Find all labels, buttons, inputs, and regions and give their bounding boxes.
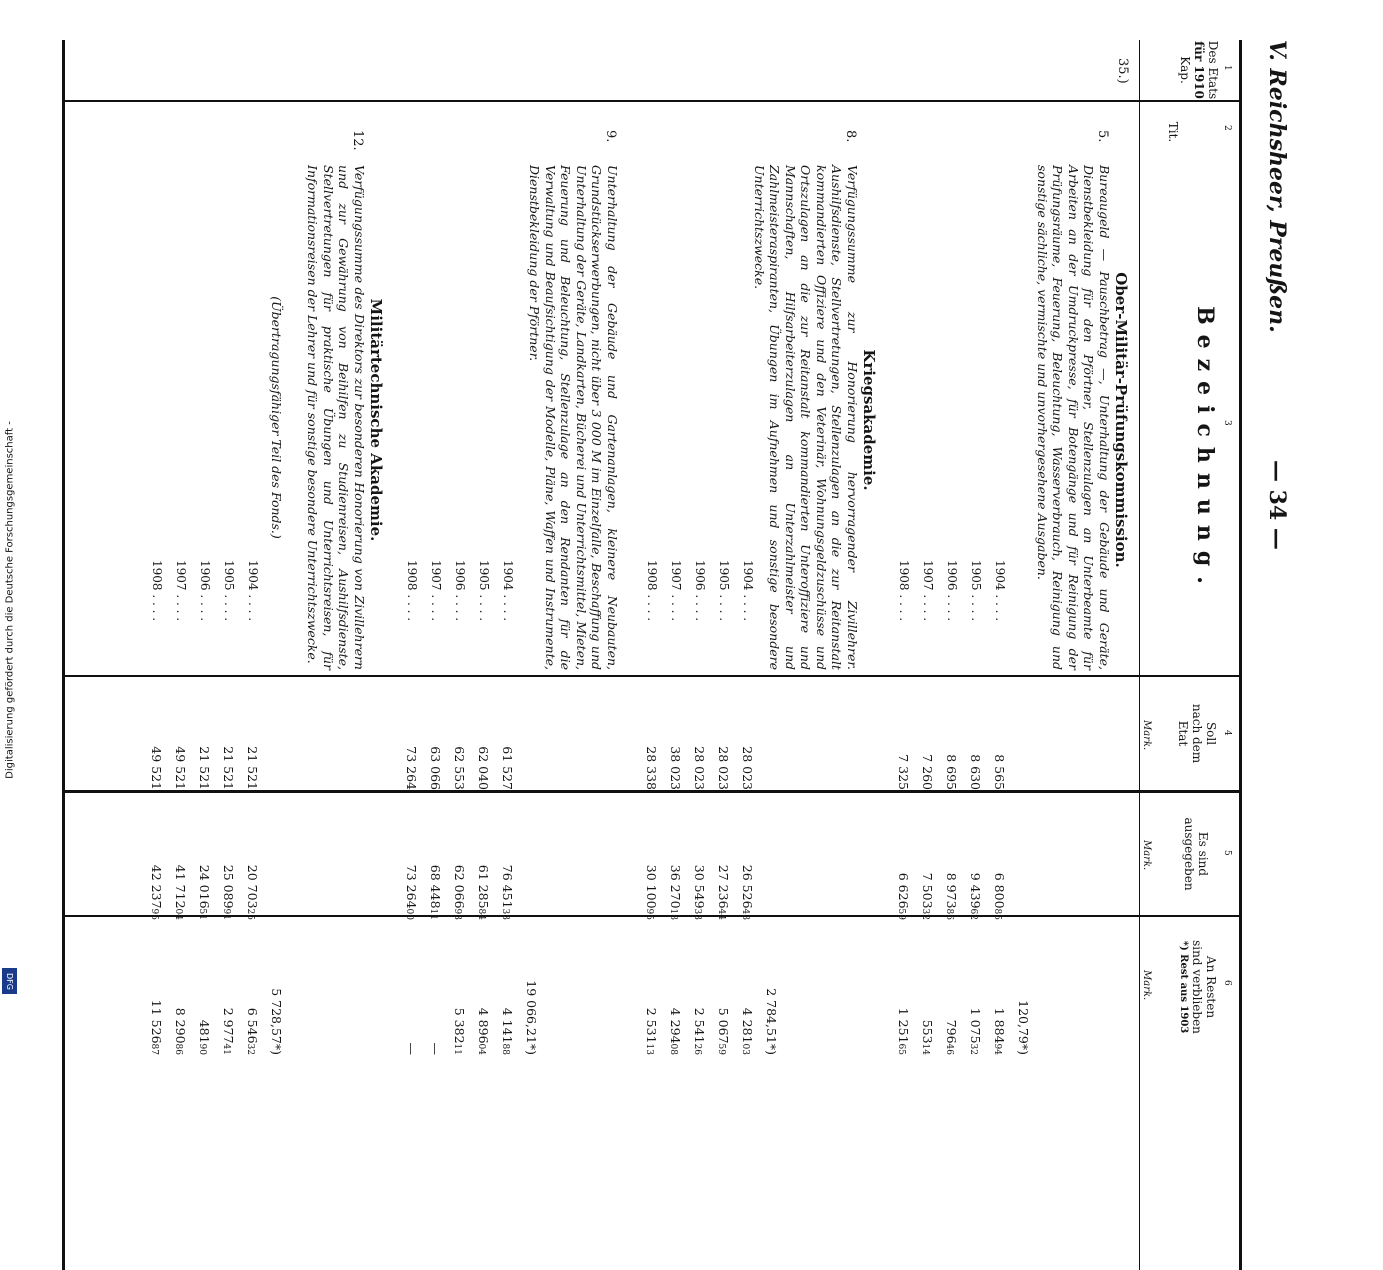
- col6-header: An Resten sind verblieben *) Rest aus 1903: [1178, 940, 1218, 1034]
- soll-value: 7 260: [920, 754, 935, 790]
- tit-number: 5.: [1095, 130, 1110, 143]
- section-title: Militärtechnische Akademie.: [367, 298, 385, 542]
- ausgegeben-value: 30 54933: [692, 864, 707, 920]
- reste-value: 4 89604: [476, 1007, 491, 1055]
- soll-value: 63 066: [428, 746, 443, 790]
- ausgegeben-value: 62 06693: [452, 864, 467, 920]
- unit-label: Mark.: [1141, 970, 1152, 1001]
- year-label: 1907 . . . .: [921, 560, 935, 622]
- ausgegeben-value: 8 97386: [944, 872, 959, 920]
- soll-value: 28 023: [740, 746, 755, 790]
- reste-value: 4 14188: [500, 1007, 515, 1055]
- col3-header: Bezeichnung.: [1192, 306, 1218, 594]
- year-label: 1904 . . . .: [501, 560, 515, 622]
- section-description: Unterhaltung der Gebäude und Gartenanlagen, kleinere Neubauten, Grundstückserwerbungen, nicht über 3 000 M im Einzelfalle, Beschaffung und Unterhaltung der Geräte, Landkarten, Bücherei und Unterrichtsmittel, Mieten, Feuerung und Beleuchtung, Stellenzulage an den Rendanten für die Verwaltung und Beaufsichtigung der Modelle, Pläne, Waffen und Instrumente, Dienstbekleidung der Pförtner.: [527, 165, 620, 670]
- header-bottom-rule: [1139, 40, 1140, 1270]
- section-title: Kriegsakademie.: [860, 349, 878, 491]
- ausgegeben-value: 26 52648: [740, 864, 755, 920]
- ausgegeben-value: 42 23795: [149, 864, 164, 920]
- year-label: 1905 . . . .: [477, 560, 491, 622]
- year-label: 1906 . . . .: [453, 560, 467, 622]
- year-label: 1907 . . . .: [174, 560, 188, 622]
- soll-value: 28 023: [716, 746, 731, 790]
- year-label: 1905 . . . .: [969, 560, 983, 622]
- soll-value: 61 527: [500, 746, 515, 790]
- soll-value: 7 325: [896, 754, 911, 790]
- reste-value: 79646: [944, 1019, 959, 1055]
- soll-value: 8 695: [944, 754, 959, 790]
- ausgegeben-value: 20 70325: [245, 864, 260, 920]
- col2-header: Tit.: [1166, 121, 1180, 143]
- ausgegeben-value: 24 01651: [197, 864, 212, 920]
- page-title: V. Reichsheer, Preußen.: [1264, 40, 1290, 333]
- soll-value: 8 565: [992, 754, 1007, 790]
- reste-value: —: [428, 1042, 443, 1055]
- dfg-logo: DFG: [2, 968, 17, 994]
- rest-1903-value: 120,79*): [1016, 1000, 1031, 1055]
- tit-number: 9.: [603, 130, 618, 143]
- soll-value: 49 521: [173, 746, 188, 790]
- soll-value: 28 023: [692, 746, 707, 790]
- top-rule: [1239, 40, 1242, 1270]
- ausgegeben-value: 76 45133: [500, 864, 515, 920]
- col-number: 4: [1222, 730, 1232, 736]
- section-note: (Übertragungsfähiger Teil des Fonds.): [269, 296, 284, 539]
- ausgegeben-value: 9 43962: [968, 872, 983, 920]
- reste-value: 5 06759: [716, 1007, 731, 1055]
- reste-value: 1 25165: [896, 1007, 911, 1055]
- tit-number: 12.: [350, 130, 365, 151]
- year-label: 1905 . . . .: [222, 560, 236, 622]
- year-label: 1904 . . . .: [993, 560, 1007, 622]
- year-label: 1904 . . . .: [741, 560, 755, 622]
- unit-label: Mark.: [1141, 840, 1152, 871]
- col4-header: Soll nach dem Etat: [1176, 703, 1218, 764]
- reste-value: 2 97741: [221, 1007, 236, 1055]
- soll-value: 21 521: [221, 746, 236, 790]
- year-label: 1904 . . . .: [246, 560, 260, 622]
- section-title: Ober-Militär-Prüfungskommission.: [1112, 272, 1130, 568]
- reste-value: 1 88494: [992, 1007, 1007, 1055]
- col-number: 5: [1222, 850, 1232, 856]
- col-number: 6: [1222, 980, 1232, 986]
- year-label: 1908 . . . .: [645, 560, 659, 622]
- scanned-page: [60, 40, 1290, 1055]
- ausgegeben-value: 6 62659: [896, 872, 911, 920]
- sidebar: [0, 0, 20, 1000]
- soll-value: 21 521: [245, 746, 260, 790]
- col-divider-3: [62, 675, 1242, 677]
- reste-value: 8 29086: [173, 1007, 188, 1055]
- col-number: 2: [1222, 125, 1232, 131]
- reste-value: 55314: [920, 1019, 935, 1055]
- ausgegeben-value: 25 08991: [221, 864, 236, 920]
- soll-value: 62 040: [476, 746, 491, 790]
- ausgegeben-value: 6 80085: [992, 872, 1007, 920]
- ausgegeben-value: 61 28584: [476, 864, 491, 920]
- section-description: Verfügungssumme zur Honorierung hervorragender Zivillehrer. Aushilfsdienste, Stellvertretungen, Stellenzulagen an die zur Reitanstalt kommandierten Offiziere und den Veterinär, Wohnungsgeldzuschüsse und Ortszulagen an die zur Reitanstalt kommandierten Unteroffiziere und Mannschaften, Hilfsarbeiterzulagen an Unterzahlmeister und Zahlmeisteraspiranten, Übungen im Aufnehmen und sonstige besondere Unterrichtszwecke.: [752, 165, 860, 670]
- ausgegeben-value: 73 26400: [404, 864, 419, 920]
- col5-header: Es sind ausgegeben: [1182, 817, 1210, 891]
- page-number: — 34 —: [1264, 460, 1290, 550]
- soll-value: 28 338: [644, 746, 659, 790]
- reste-value: —: [404, 1042, 419, 1055]
- year-label: 1908 . . . .: [150, 560, 164, 622]
- year-label: 1906 . . . .: [198, 560, 212, 622]
- ausgegeben-value: 68 44811: [428, 864, 443, 920]
- unit-label: Mark.: [1141, 720, 1152, 751]
- digitization-note: Digitalisierung gefördert durch die Deutsche Forschungsgemeinschaft -: [4, 421, 16, 779]
- rest-1903-value: 2 784,51*): [764, 988, 779, 1055]
- year-label: 1908 . . . .: [897, 560, 911, 622]
- bottom-rule: [62, 40, 65, 1270]
- reste-value: 48190: [197, 1019, 212, 1055]
- soll-value: 21 521: [197, 746, 212, 790]
- col-divider-4: [62, 790, 1242, 793]
- year-label: 1907 . . . .: [669, 560, 683, 622]
- section-description: Verfügungssumme des Direktors zur besonderen Honorierung von Zivillehrern und zur Gewährung von Beihilfen zu Studienreisen, Aushilfsdienste, Stellvertretungen für praktische Übungen und Unterrichtsreisen, für Informationsreisen der Lehrer und für sonstige besondere Unterrichtszwecke.: [305, 165, 367, 670]
- col-number: 3: [1222, 420, 1232, 426]
- year-label: 1906 . . . .: [945, 560, 959, 622]
- year-label: 1907 . . . .: [429, 560, 443, 622]
- reste-value: 6 54632: [245, 1007, 260, 1055]
- ausgegeben-value: 27 23644: [716, 864, 731, 920]
- soll-value: 8 630: [968, 754, 983, 790]
- reste-value: 2 54126: [692, 1007, 707, 1055]
- reste-value: 2 53113: [644, 1007, 659, 1055]
- col-divider-1: [62, 100, 1242, 102]
- ausgegeben-value: 36 27018: [668, 864, 683, 920]
- rest-1903-value: 5 728,57*): [269, 988, 284, 1055]
- reste-value: 4 29408: [668, 1007, 683, 1055]
- ausgegeben-value: 7 50332: [920, 872, 935, 920]
- soll-value: 62 553: [452, 746, 467, 790]
- soll-value: 38 023: [668, 746, 683, 790]
- ausgegeben-value: 41 71204: [173, 864, 188, 920]
- kap-number: 35.): [1115, 58, 1130, 84]
- soll-value: 49 521: [149, 746, 164, 790]
- year-label: 1908 . . . .: [405, 560, 419, 622]
- reste-value: 11 52687: [149, 999, 164, 1055]
- col-number: 1: [1222, 65, 1232, 71]
- reste-value: 1 07532: [968, 1007, 983, 1055]
- ausgegeben-value: 30 10095: [644, 864, 659, 920]
- col1-header: Des Etats für 1910 Kap.: [1178, 40, 1220, 100]
- year-label: 1906 . . . .: [693, 560, 707, 622]
- tit-number: 8.: [843, 130, 858, 143]
- reste-value: 5 38211: [452, 1007, 467, 1055]
- reste-value: 4 28103: [740, 1007, 755, 1055]
- soll-value: 73 264: [404, 746, 419, 790]
- rest-1903-value: 19 066,21*): [524, 980, 539, 1055]
- year-label: 1905 . . . .: [717, 560, 731, 622]
- section-description: Bureaugeld — Pauschbetrag —, Unterhaltung der Gebäude und Geräte, Dienstbekleidung für den Pförtner, Stellenzulagen an Unterbeamte für Arbeiten an der Umdruckpresse, für Botengänge und für Reinigung der Prüfungsräume, Feuerung, Beleuchtung, Wasserverbrauch, Reinigung und sonstige sächliche, vermischte und unvorhergesehene Ausgaben.: [1035, 165, 1112, 670]
